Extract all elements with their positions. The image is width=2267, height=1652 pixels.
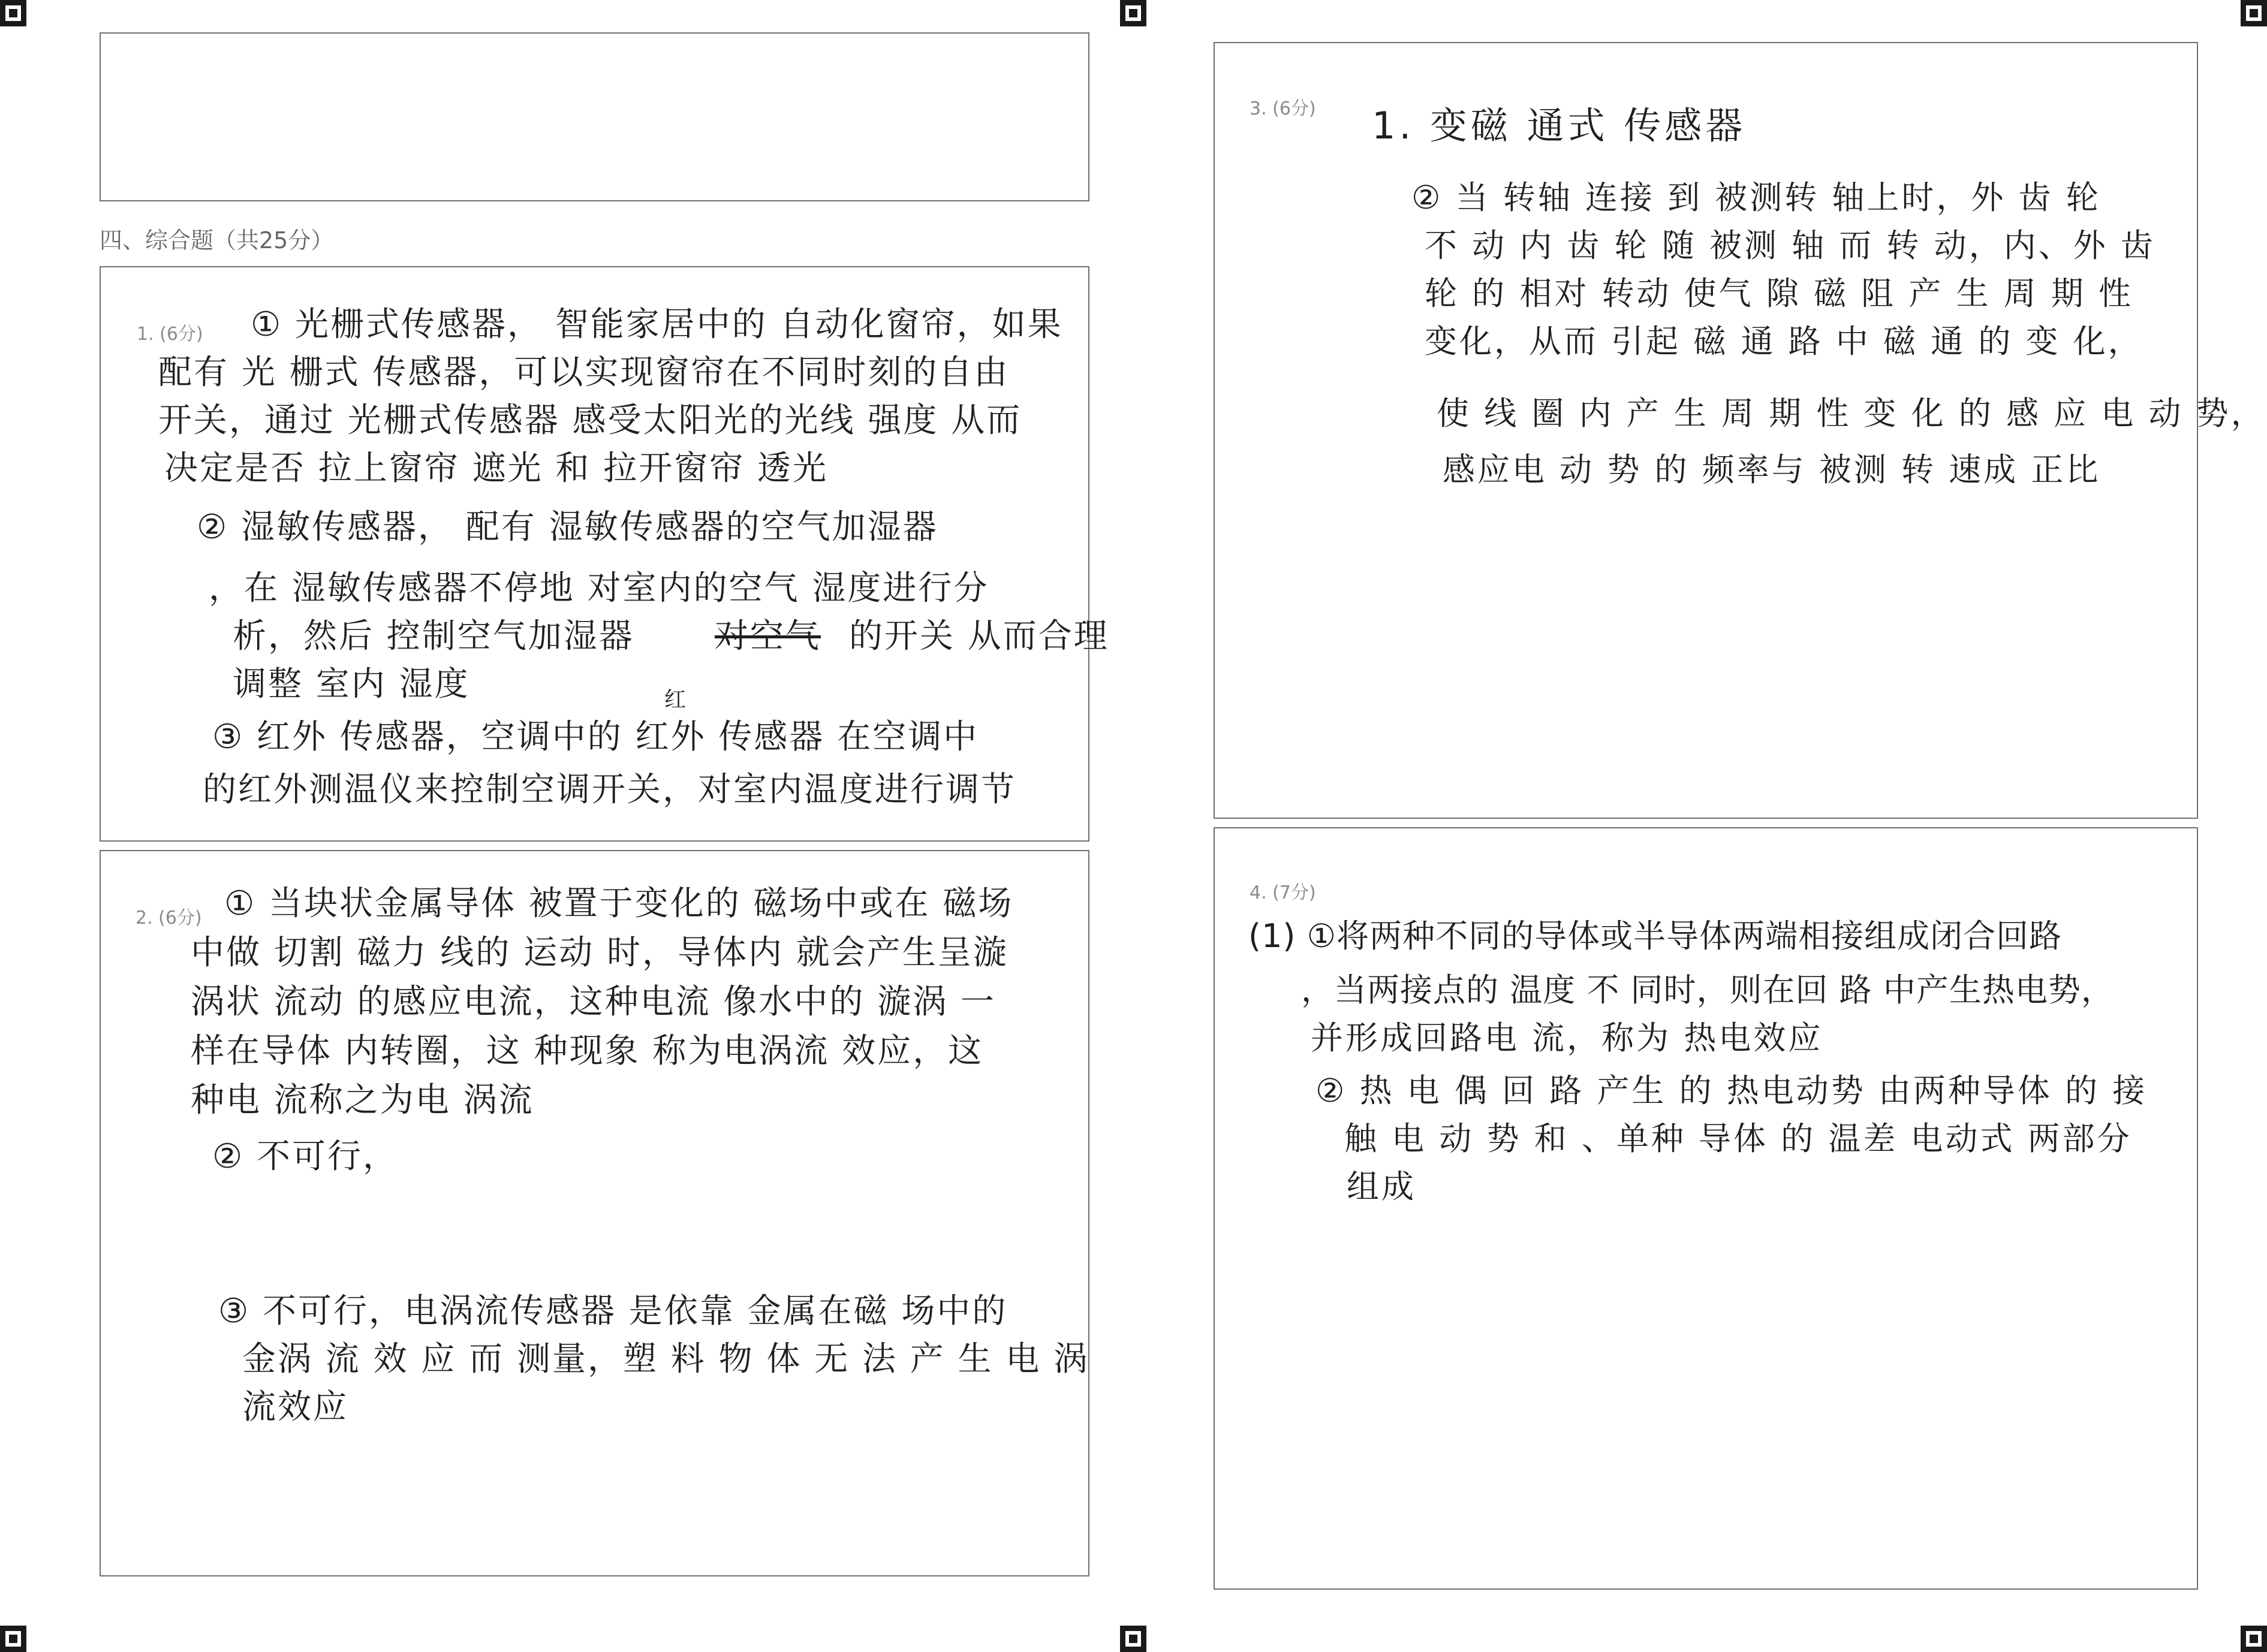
answer-line: 的开关 从而合理 [849, 617, 1109, 656]
answer-line: 触 电 动 势 和 、单种 导体 的 温差 电动式 两部分 [1344, 1120, 2132, 1157]
answer-line: 析，然后 控制空气加湿器 [233, 617, 634, 656]
answer-line: 组成 [1347, 1168, 1416, 1205]
registration-marker-top-center [1120, 0, 1146, 26]
answer-line: 决定是否 拉上窗帘 遮光 和 拉开窗帘 透光 [164, 449, 829, 488]
registration-marker-bottom-center [1120, 1626, 1146, 1652]
registration-marker-bottom-left [0, 1626, 26, 1652]
answer-line: ② 湿敏传感器， 配有 湿敏传感器的空气加湿器 [197, 508, 938, 547]
registration-marker-top-right [2241, 0, 2267, 26]
answer-line: 流效应 [242, 1388, 348, 1427]
answer-line: 1. 变磁 通式 传感器 [1372, 104, 1747, 147]
previous-answer-box [100, 32, 1089, 201]
answer-line: 调整 室内 湿度 [233, 665, 470, 704]
answer-line: 金涡 流 效 应 而 测量，塑 料 物 体 无 法 产 生 电 涡 [242, 1340, 1089, 1379]
answer-line: ，当两接点的 温度 不 同时，则在回 路 中产生热电势， [1301, 971, 2114, 1009]
section-title: 四、综合题（共25分） [100, 227, 334, 254]
question-label-q1: 1. (6分) [137, 324, 203, 345]
answer-line: 样在导体 内转圈，这 种现象 称为电涡流 效应，这 [191, 1032, 984, 1071]
answer-line: 涡状 流动 的感应电流，这种电流 像水中的 漩涡 一 [191, 982, 996, 1021]
answer-line: 的红外测温仪来控制空调开关，对室内温度进行调节 [203, 770, 1016, 809]
answer-line: 种电 流称之为电 涡流 [191, 1081, 534, 1120]
question-label-q2: 2. (6分) [136, 908, 202, 929]
answer-line: ③ 红外 传感器，空调中的 红外 传感器 在空调中 [212, 718, 979, 756]
answer-line: ① 当块状金属导体 被置于变化的 磁场中或在 磁场 [224, 884, 1014, 923]
answer-line: 并形成回路电 流，称为 热电效应 [1311, 1019, 1823, 1057]
answer-box-q2 [100, 850, 1089, 1576]
answer-line: 配有 光 栅式 传感器，可以实现窗帘在不同时刻的自由 [158, 353, 1010, 392]
answer-box-q1 [100, 266, 1109, 842]
question-label-q4: 4. (7分) [1250, 882, 1316, 903]
answer-box-q3 [1214, 42, 2266, 819]
answer-line: 轮 的 相对 转动 使气 隙 磁 阻 产 生 周 期 性 [1425, 275, 2133, 312]
answer-line: 变化，从而 引起 磁 通 路 中 磁 通 的 变 化， [1425, 322, 2143, 360]
answer-line: 不 动 内 齿 轮 随 被测 轴 而 转 动，内、外 齿 [1425, 227, 2155, 264]
answer-line: 使 线 圈 内 产 生 周 期 性 变 化 的 感 应 电 动 势， [1437, 394, 2266, 432]
crossed-out-text: 对空气 [715, 617, 821, 656]
answer-line: ② 当 转轴 连接 到 被测转 轴上时，外 齿 轮 [1411, 179, 2101, 216]
answer-line: 中做 切割 磁力 线的 运动 时，导体内 就会产生呈漩 [191, 933, 1008, 972]
registration-marker-top-left [0, 0, 26, 26]
registration-marker-bottom-right [2241, 1626, 2267, 1652]
answer-line: ② 不可行， [212, 1137, 399, 1176]
answer-line: ③ 不可行，电涡流传感器 是依靠 金属在磁 场中的 [218, 1292, 1008, 1331]
answer-line: ② 热 电 偶 回 路 产生 的 热电动势 由两种导体 的 接 [1315, 1072, 2148, 1110]
answer-line: ① 光栅式传感器， 智能家居中的 自动化窗帘，如果 [251, 305, 1063, 344]
inserted-character: 红 [664, 688, 688, 712]
answer-box-q4 [1214, 827, 2198, 1590]
answer-line: 开关，通过 光栅式传感器 感受太阳光的光线 强度 从而 [158, 401, 1022, 440]
answer-line: (1) ①将两种不同的导体或半导体两端相接组成闭合回路 [1248, 917, 2063, 955]
answer-line: 感应电 动 势 的 频率与 被测 转 速成 正比 [1443, 451, 2101, 489]
answer-line: ，在 湿敏传感器不停地 对室内的空气 湿度进行分 [209, 569, 989, 608]
question-label-q3: 3. (6分) [1250, 98, 1316, 119]
